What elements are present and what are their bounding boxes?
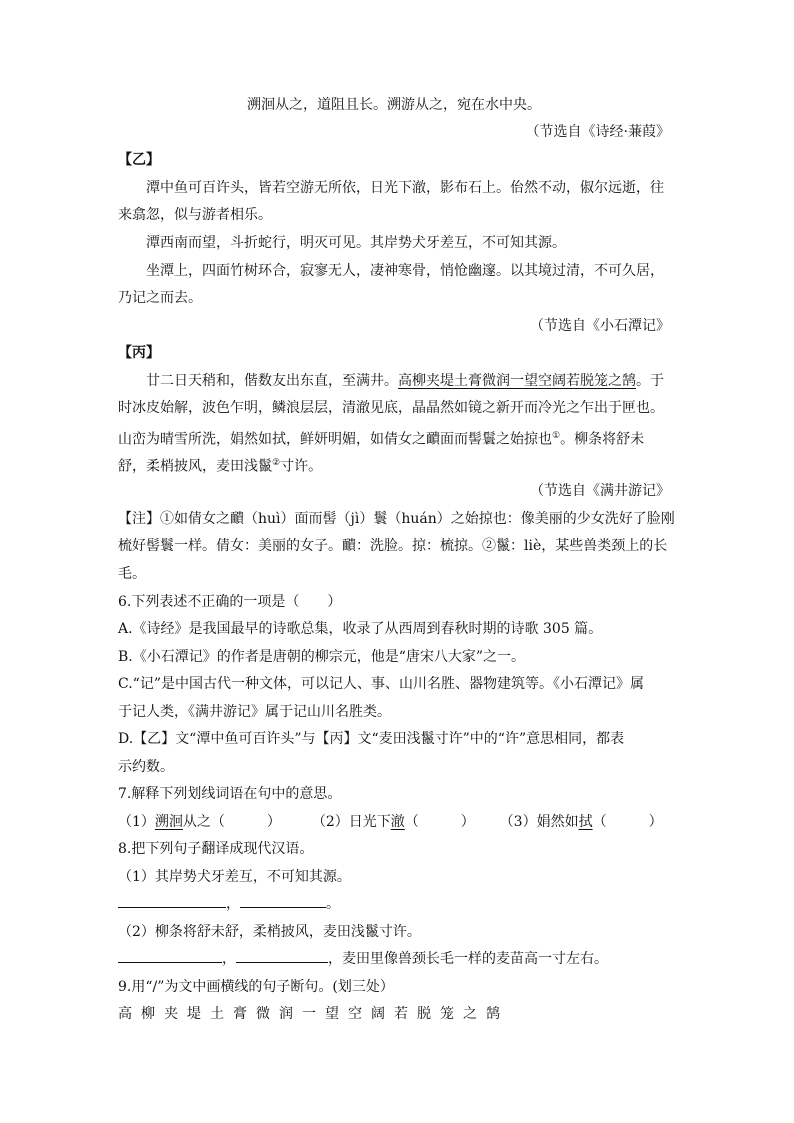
yi-paragraph-1a: 潭中鱼可百许头，皆若空游无所依，日光下澈，影布石上。佁然不动，俶尔远逝，往 <box>146 180 664 196</box>
bing-source: （节选自《满井游记》 <box>530 483 670 499</box>
notes-line-2: 梳好髻鬟一样。倩女：美丽的女子。靧：洗脸。掠：梳掠。②鬣：liè，某些兽类颈上的长 <box>118 538 668 554</box>
section-label-bing: 【丙】 <box>118 345 160 361</box>
q6-option-d-2: 示约数。 <box>118 759 174 775</box>
yi-source: （节选自《小石潭记》 <box>530 318 670 334</box>
bing-text-pre: 舒，柔梢披风，麦田浅鬣 <box>118 458 272 475</box>
answer-blank[interactable] <box>236 950 328 963</box>
q8-sentence-2: （2）柳条将舒未舒，柔梢披风，麦田浅鬣寸许。 <box>118 924 421 940</box>
q7-stem: 7.解释下列划线词语在句中的意思。 <box>118 786 342 802</box>
underlined-word: 澈 <box>390 814 405 830</box>
bing-paragraph-1c <box>118 426 670 450</box>
q6-option-d-1: D.【乙】文“潭中鱼可百许头”与【丙】文“麦田浅鬣寸许”中的“许”意思相同，都表 <box>118 731 625 747</box>
notes-line-3: 毛。 <box>118 566 146 582</box>
bing-paragraph-1d <box>118 453 670 477</box>
underlined-word: 溯洄 <box>154 814 183 830</box>
q7-items <box>118 812 670 832</box>
jia-source: （节选自《诗经·蒹葭》 <box>525 124 670 140</box>
q6-option-b: B.《小石潭记》的作者是唐朝的柳宗元，他是“唐宋八大家”之一。 <box>118 649 526 665</box>
yi-paragraph-1b: 来翕忽，似与游者相乐。 <box>118 207 272 223</box>
bing-text-pre: 山峦为晴雪所洗，娟然如拭，鲜妍明媚，如倩女之靧面而髻鬟之始掠也 <box>118 431 552 448</box>
section-label-yi: 【乙】 <box>118 152 160 168</box>
yi-paragraph-3a: 坐潭上，四面竹树环合，寂寥无人，凄神寒骨，悄怆幽邃。以其境过清，不可久居， <box>146 263 664 279</box>
bing-underlined-sentence: 高柳夹堤土膏微润一望空阔若脱笼之鹄 <box>398 373 636 389</box>
bing-text-post: 。于 <box>636 373 664 389</box>
q6-stem: 6.下列表述不正确的一项是（ ） <box>118 594 342 610</box>
note-mark-1: ① <box>552 431 561 441</box>
q8-stem: 8.把下列句子翻译成现代汉语。 <box>118 841 314 857</box>
bing-text-post: 。柳条将舒未 <box>560 431 645 448</box>
q9-sentence: 高柳夹堤土膏微润一望空阔若脱笼之鹄 <box>118 1006 509 1022</box>
q6-option-c-1: C.“记”是中国古代一种文体，可以记人、事、山川名胜、器物建筑等。《小石潭记》属 <box>118 676 644 692</box>
bing-paragraph-1b: 时冰皮始解，波色乍明，鳞浪层层，清澈见底，晶晶然如镜之新开而冷光之乍出于匣也。 <box>118 400 664 416</box>
answer-blank[interactable] <box>240 895 326 908</box>
q7-item-2: （2）日光下澈（ ） <box>311 814 475 830</box>
jia-tail-text: 溯洄从之，道阻且长。溯游从之，宛在水中央。 <box>247 97 541 113</box>
q9-stem: 9.用“/”为文中画横线的句子断句。(划三处） <box>118 979 394 995</box>
q8-answer-2: ， ，麦田里像兽颈长毛一样的麦苗高一寸左右。 <box>118 949 670 969</box>
q6-option-a: A.《诗经》是我国最早的诗歌总集，收录了从西周到春秋时期的诗歌 305 篇。 <box>118 621 603 637</box>
bing-paragraph-1a <box>118 371 670 391</box>
yi-paragraph-3b: 乃记之而去。 <box>118 290 202 306</box>
yi-paragraph-2: 潭西南而望，斗折蛇行，明灭可见。其岸势犬牙差互，不可知其源。 <box>146 235 566 251</box>
q7-item-3: （3）娟然如拭（ ） <box>499 814 663 830</box>
bing-text-post: 寸许。 <box>280 458 323 475</box>
q6-option-c-2: 于记人类，《满井游记》属于记山川名胜类。 <box>118 704 391 720</box>
q8-sentence-1: （1）其岸势犬牙差互，不可知其源。 <box>118 869 351 885</box>
notes-line-1: 【注】①如倩女之靧（huì）面而髻（jì）鬟（huán）之始掠也：像美丽的少女洗好了脸刚 <box>118 511 675 527</box>
note-mark-2: ② <box>272 458 281 468</box>
bing-text-pre: 廿二日天稍和，偕数友出东直，至满井。 <box>146 373 398 389</box>
q7-item-1: （1）溯洄从之（ ） <box>118 814 281 830</box>
underlined-word: 拭 <box>578 814 593 830</box>
q8-answer-1: ， 。 <box>118 894 670 914</box>
answer-blank[interactable] <box>118 895 226 908</box>
answer-blank[interactable] <box>118 950 222 963</box>
